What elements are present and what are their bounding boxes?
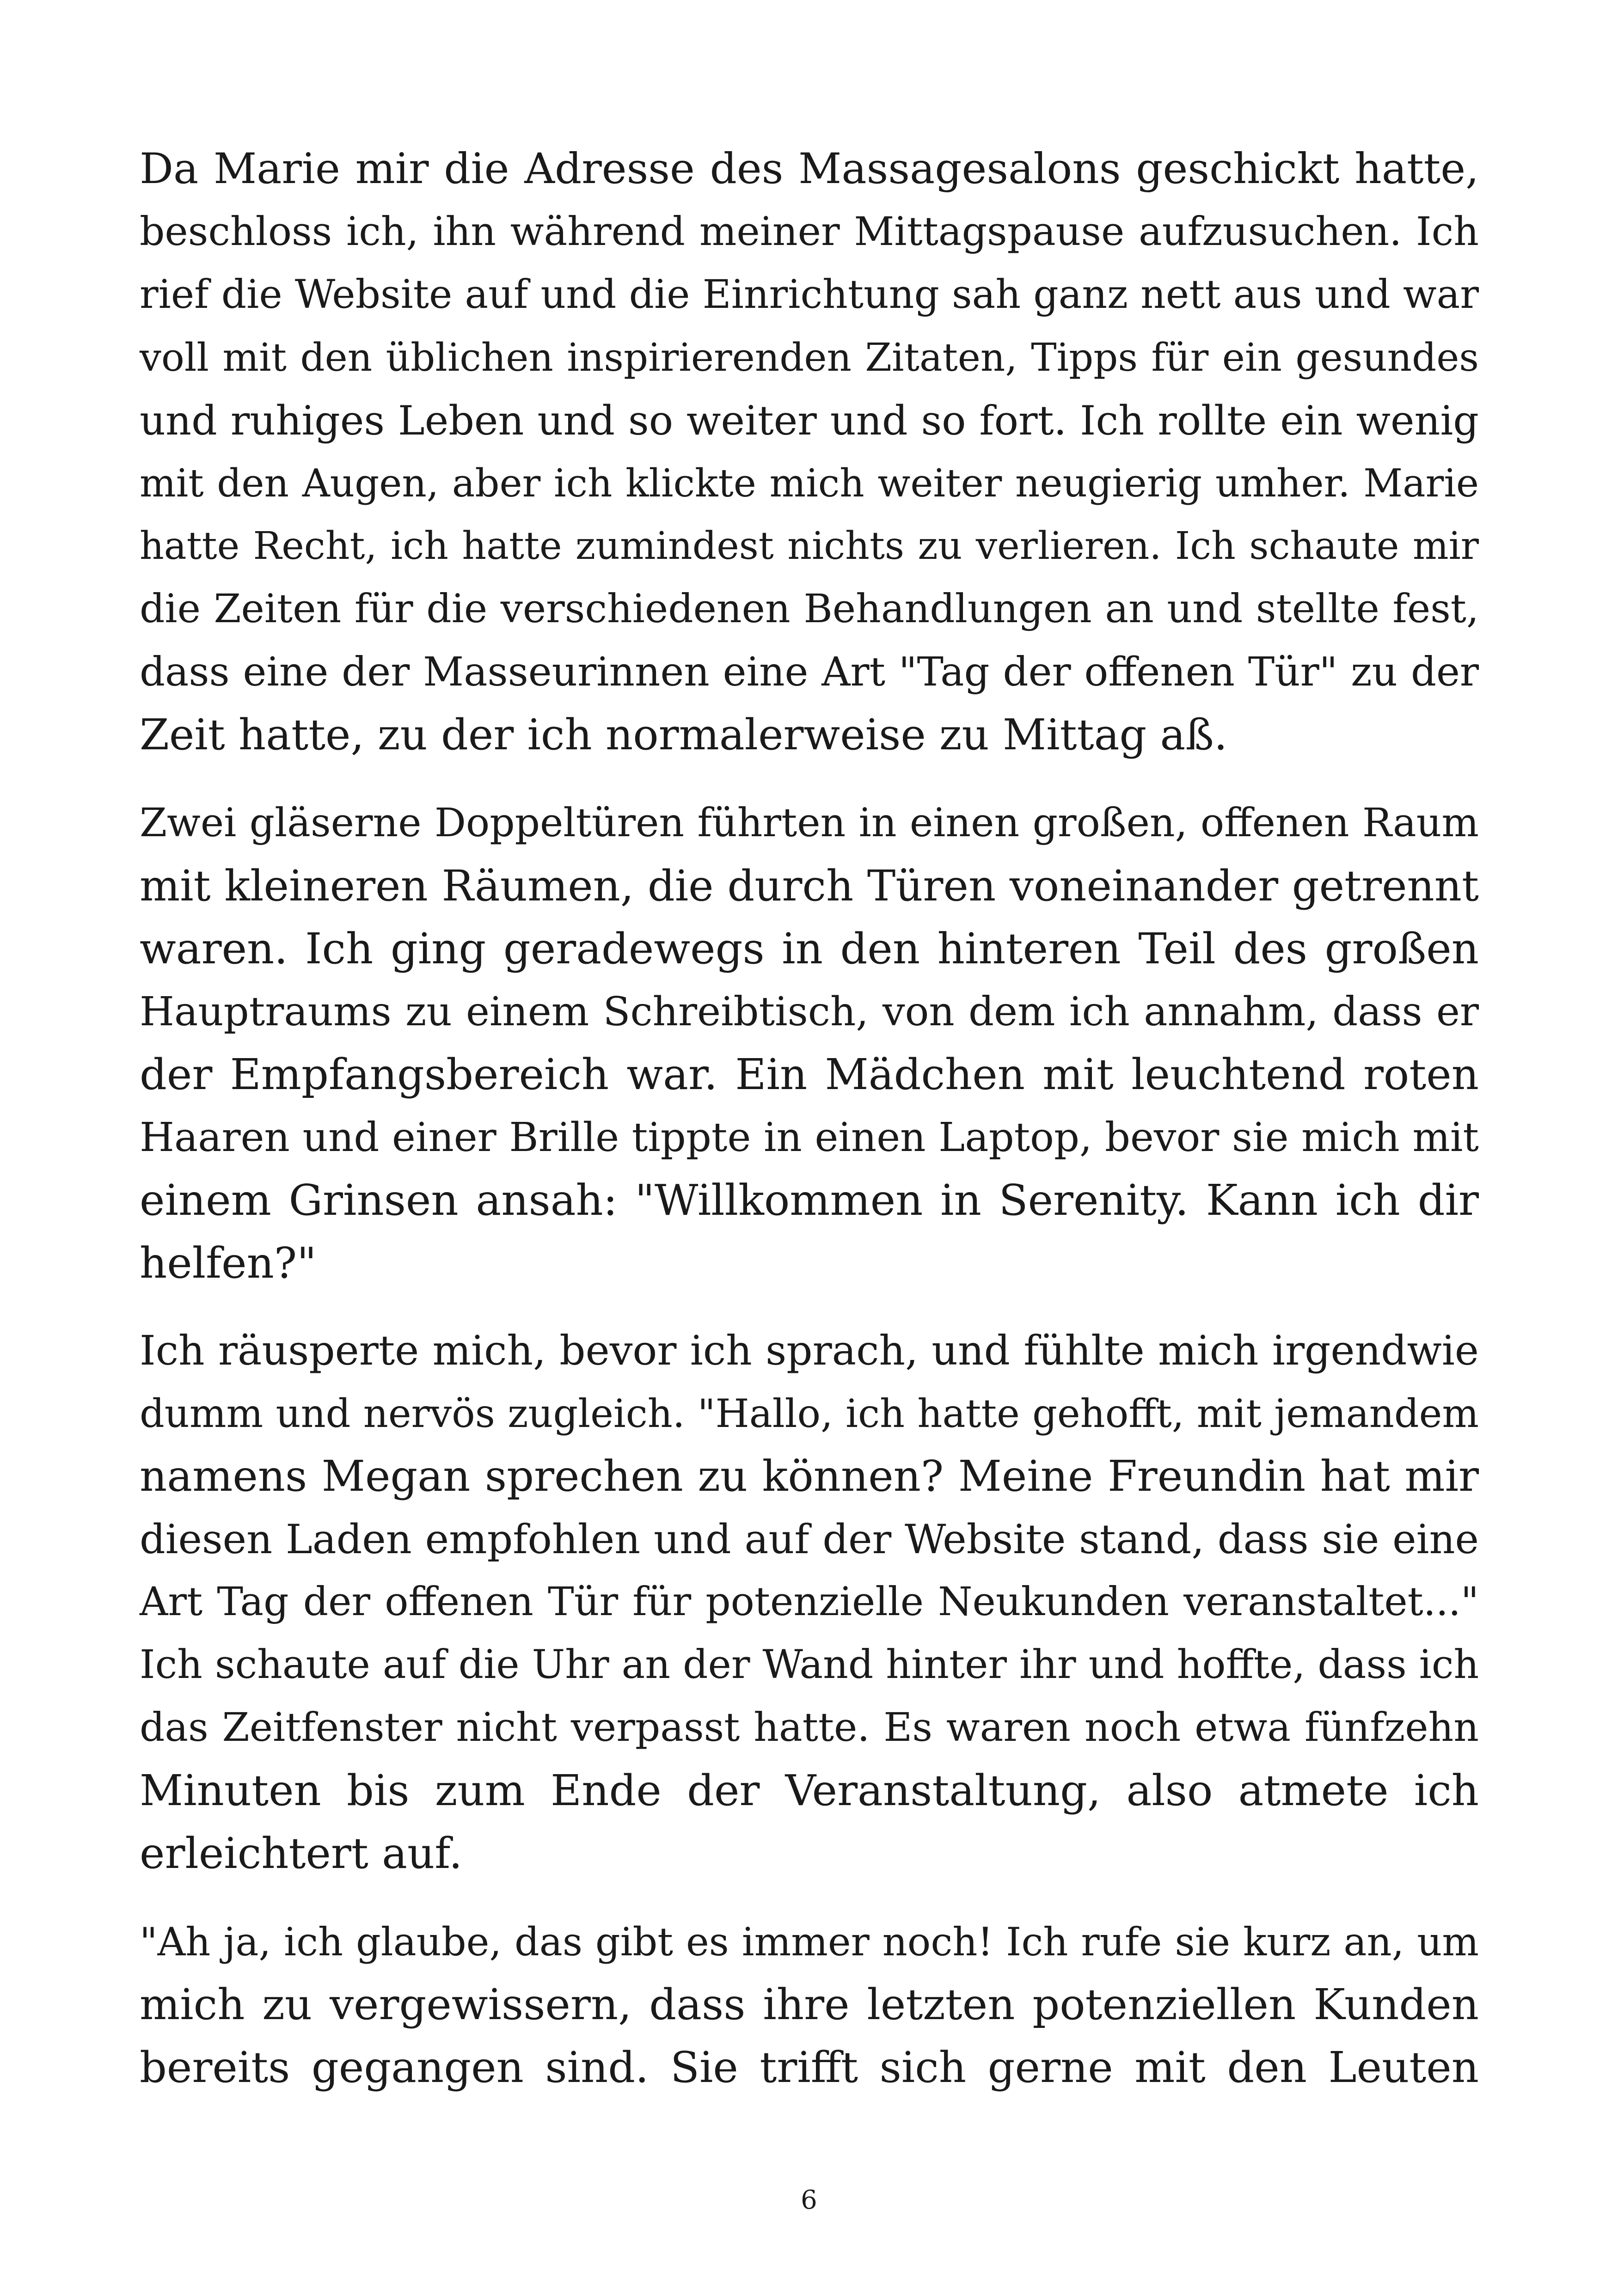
text-line: und ruhiges Leben und so weiter und so fort. Ich rollte ein wenig	[140, 397, 1479, 444]
text-line: Hauptraums zu einem Schreibtisch, von dem ich annahm, dass er	[140, 989, 1479, 1035]
text-line: der Empfangsbereich war. Ein Mädchen mit leuchtend roten	[140, 1050, 1479, 1099]
paragraph-1	[140, 138, 1479, 766]
text-line: mit kleineren Räumen, die durch Türen voneinander getrennt	[140, 861, 1479, 911]
text-line: hatte Recht, ich hatte zumindest nichts zu verlieren. Ich schaute mir	[140, 524, 1479, 568]
text-line: Zwei gläserne Doppeltüren führten in einen großen, offenen Raum	[140, 800, 1479, 846]
text-line: helfen?"	[140, 1238, 317, 1288]
text-line: dass eine der Masseurinnen eine Art "Tag der offenen Tür" zu der	[140, 649, 1479, 695]
text-line: voll mit den üblichen inspirierenden Zitaten, Tipps für ein gesundes	[140, 335, 1479, 380]
text-line: Minuten bis zum Ende der Veranstaltung, also atmete ich	[140, 1766, 1479, 1815]
text-line: das Zeitfenster nicht verpasst hatte. Es waren noch etwa fünfzehn	[140, 1705, 1479, 1751]
text-line: beschloss ich, ihn während meiner Mittagspause aufzusuchen. Ich	[140, 209, 1479, 255]
text-line: die Zeiten für die verschiedenen Behandlungen an und stellte fest,	[140, 586, 1479, 632]
text-line: Zeit hatte, zu der ich normalerweise zu Mittag aß.	[140, 710, 1228, 759]
text-line: mit den Augen, aber ich klickte mich weiter neugierig umher. Marie	[140, 461, 1479, 506]
text-line: Art Tag der offenen Tür für potenzielle Neukunden veranstaltet..."	[140, 1579, 1479, 1625]
text-line: Ich schaute auf die Uhr an der Wand hinter ihr und hoffte, dass ich	[140, 1642, 1479, 1688]
text-line: mich zu vergewissern, dass ihre letzten potenziellen Kunden	[140, 1980, 1479, 2029]
text-line: Da Marie mir die Adresse des Massagesalons geschickt hatte,	[140, 145, 1479, 193]
paragraph-4	[140, 1910, 1479, 2099]
text-line: Haaren und einer Brille tippte in einen Laptop, bevor sie mich mit	[140, 1114, 1479, 1161]
text-line: namens Megan sprechen zu können? Meine Freundin hat mir	[140, 1451, 1479, 1501]
text-line: dumm und nervös zugleich. "Hallo, ich hatte gehofft, mit jemandem	[140, 1391, 1479, 1436]
paragraph-3	[140, 1319, 1479, 1885]
text-line: Ich räusperte mich, bevor ich sprach, und fühlte mich irgendwie	[140, 1327, 1479, 1374]
text-line: waren. Ich ging geradewegs in den hinteren Teil des großen	[140, 924, 1479, 974]
text-line: bereits gegangen sind. Sie trifft sich gerne mit den Leuten	[140, 2043, 1479, 2092]
text-line: "Ah ja, ich glaube, das gibt es immer noch! Ich rufe sie kurz an, um	[140, 1919, 1479, 1965]
page-number: 6	[801, 2185, 817, 2215]
text-line: diesen Laden empfohlen und auf der Website stand, dass sie eine	[140, 1516, 1479, 1563]
text-line: rief die Website auf und die Einrichtung sah ganz nett aus und war	[140, 272, 1479, 318]
paragraph-2	[140, 792, 1479, 1295]
text-line: einem Grinsen ansah: "Willkommen in Serenity. Kann ich dir	[140, 1176, 1479, 1225]
text-line: erleichtert auf.	[140, 1829, 463, 1878]
